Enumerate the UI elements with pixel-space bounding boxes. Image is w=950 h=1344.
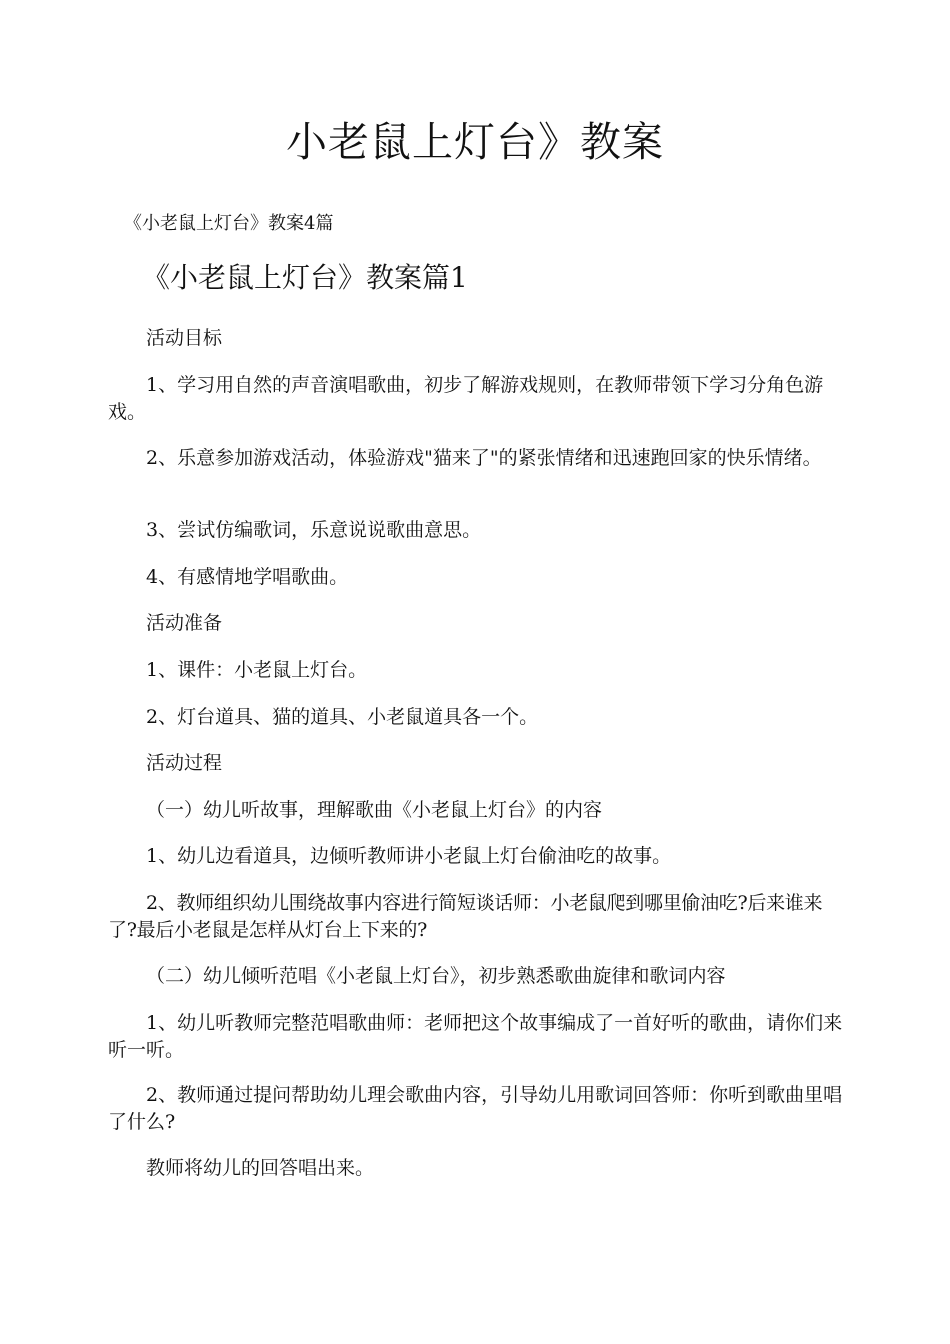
goal-2-paragraph: 2、乐意参加游戏活动，体验游戏"猫来了"的紧张情绪和迅速跑回家的快乐情绪。 (146, 447, 822, 469)
heading-activity-preparation: 活动准备 (146, 612, 223, 634)
document-title: 小老鼠上灯台》教案 (286, 118, 664, 166)
process-part-2-heading: （二）幼儿倾听范唱《小老鼠上灯台》，初步熟悉歌曲旋律和歌词内容 (146, 965, 726, 987)
heading-activity-goals: 活动目标 (146, 327, 223, 349)
process-2-3-paragraph: 教师将幼儿的回答唱出来。 (146, 1157, 375, 1179)
process-1-2-paragraph: 2、教师组织幼儿围绕故事内容进行简短谈话师：小老鼠爬到哪里偷油吃?后来谁来了?最后小老鼠是怎样从灯台上下来的? (108, 892, 823, 941)
prep-1-paragraph: 1、课件：小老鼠上灯台。 (146, 659, 368, 681)
goal-3-paragraph: 3、尝试仿编歌词，乐意说说歌曲意思。 (146, 519, 482, 541)
process-part-1-heading: （一）幼儿听故事，理解歌曲《小老鼠上灯台》的内容 (146, 799, 603, 821)
goal-4-paragraph: 4、有感情地学唱歌曲。 (146, 566, 349, 588)
process-2-2-paragraph: 2、教师通过提问帮助幼儿理会歌曲内容，引导幼儿用歌词回答师：你听到歌曲里唱了什么? (108, 1084, 843, 1133)
prep-2-paragraph: 2、灯台道具、猫的道具、小老鼠道具各一个。 (146, 706, 539, 728)
section-heading: 《小老鼠上灯台》教案篇1 (142, 261, 468, 294)
heading-activity-process: 活动过程 (146, 752, 223, 774)
process-1-1-paragraph: 1、幼儿边看道具，边倾听教师讲小老鼠上灯台偷油吃的故事。 (146, 845, 672, 867)
process-2-1-paragraph: 1、幼儿听教师完整范唱歌曲师：老师把这个故事编成了一首好听的歌曲，请你们来听一听。 (108, 1012, 843, 1061)
document-subtitle: 《小老鼠上灯台》教案4篇 (124, 213, 334, 234)
goal-1-paragraph: 1、学习用自然的声音演唱歌曲，初步了解游戏规则，在教师带领下学习分角色游戏。 (108, 374, 824, 423)
